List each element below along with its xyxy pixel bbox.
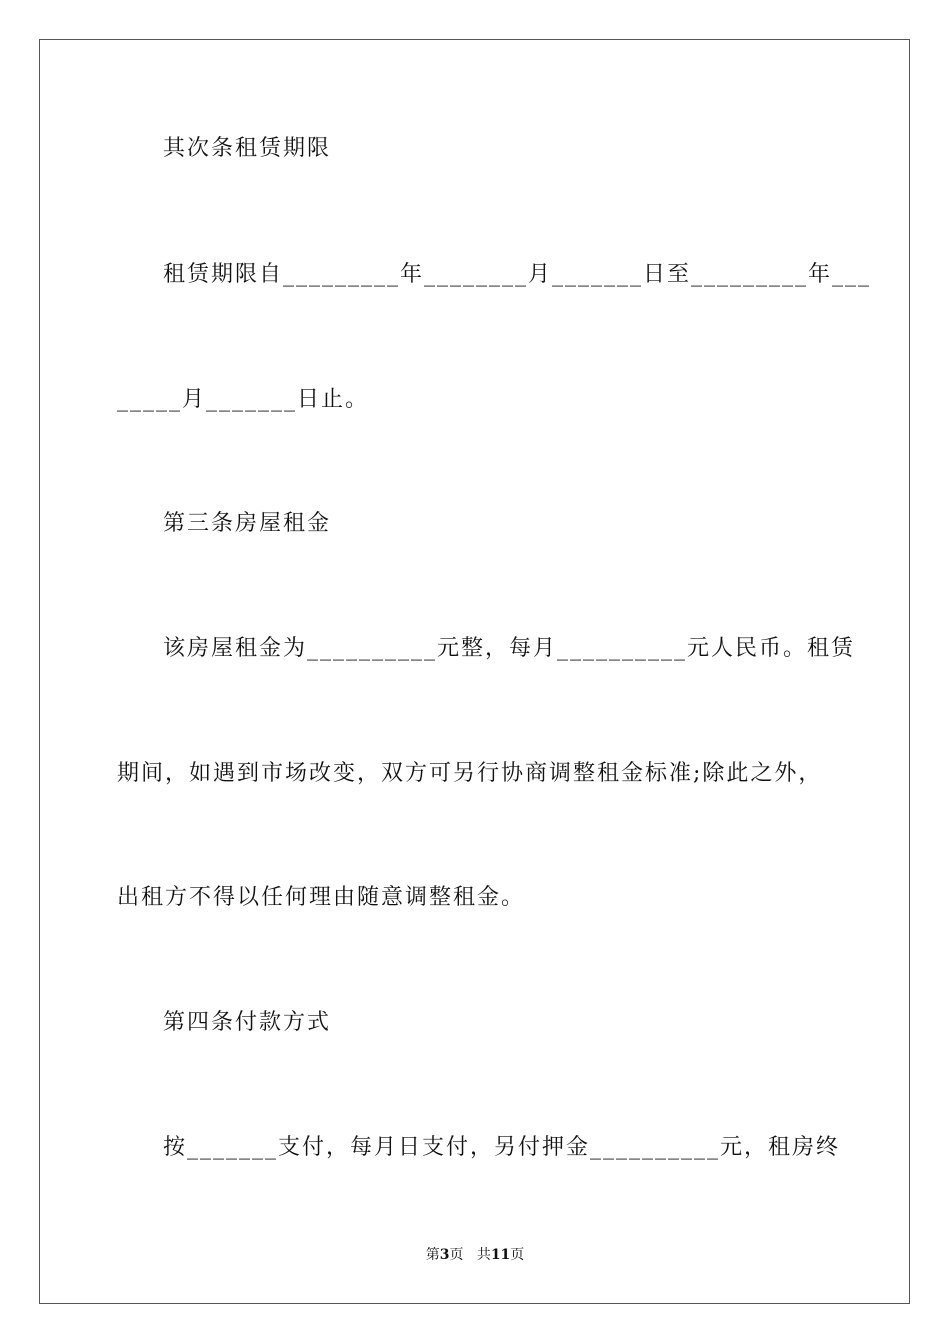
paragraph-line: 出租方不得以任何理由随意调整租金。	[117, 885, 526, 910]
total-suffix: 页	[510, 1247, 525, 1263]
page-footer	[0, 1245, 950, 1265]
section-heading-lease-term: 其次条租赁期限	[163, 136, 332, 161]
page-prefix: 第	[425, 1247, 440, 1263]
total-prefix: 共	[476, 1247, 491, 1263]
page-border	[39, 39, 910, 1304]
paragraph-line: _____月_______日止。	[117, 387, 370, 412]
paragraph-line: 租赁期限自_________年________月_______日至_________年___	[163, 262, 872, 287]
paragraph-line: 该房屋租金为__________元整，每月__________元人民币。租赁	[163, 636, 856, 661]
total-pages: 11	[490, 1247, 511, 1263]
section-heading-rent: 第三条房屋租金	[163, 511, 332, 536]
page-suffix: 页	[449, 1247, 464, 1263]
paragraph-line: 按_______支付，每月日支付，另付押金__________元，租房终	[163, 1135, 841, 1160]
paragraph-line: 期间，如遇到市场改变，双方可另行协商调整租金标准;除此之外，	[117, 761, 823, 786]
page-number: 3	[439, 1247, 450, 1263]
section-heading-payment: 第四条付款方式	[163, 1010, 332, 1035]
